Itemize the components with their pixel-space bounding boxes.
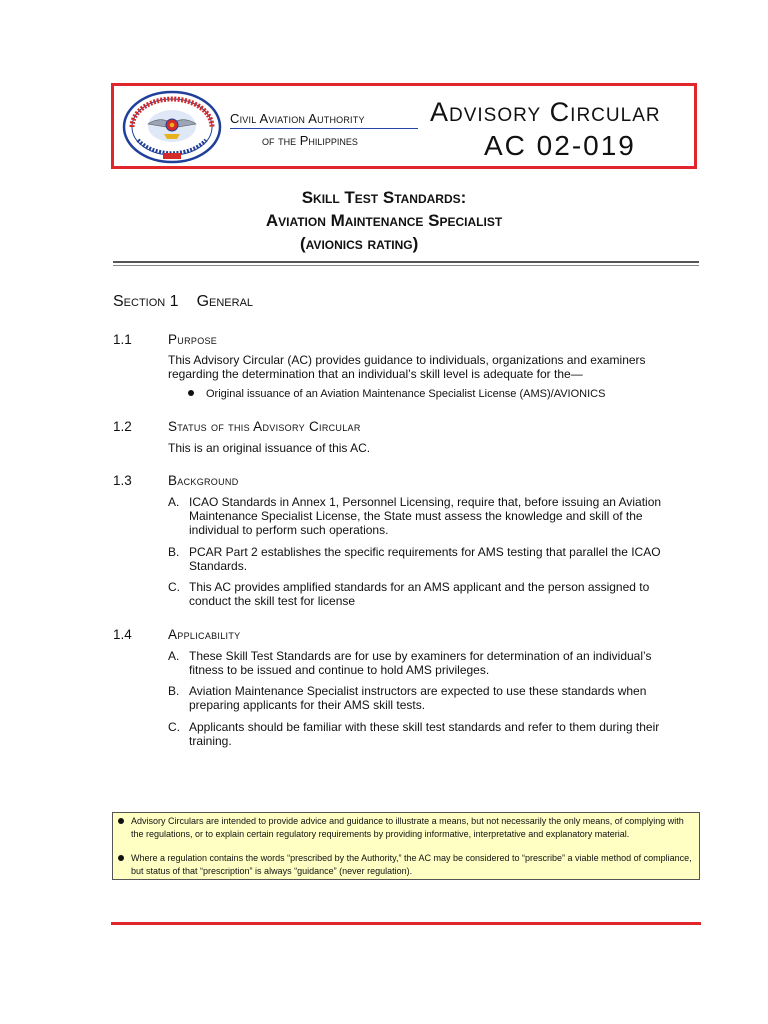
advisory-circular-title: Advisory Circular — [430, 97, 661, 127]
authority-name: Civil Aviation Authority — [230, 111, 365, 126]
authority-country: of the Philippines — [262, 133, 358, 148]
item-text: This AC provides amplified standards for an AMS applicant and the person assigned to conduct the skill test for license — [189, 580, 650, 608]
title-divider — [113, 261, 699, 263]
notice-text: Advisory Circulars are intended to provide advice and guidance to illustrate a means, but not necessarily the only means, of complying with the regulations, or to explain certain regulatory requirements by providing informative, interpretative and explanatory material. — [131, 816, 684, 839]
authority-underline — [230, 128, 418, 129]
advisory-notice-box — [112, 812, 700, 880]
title-divider-thin — [113, 265, 699, 266]
document-title-line-1: Skill Test Standards: — [301, 188, 467, 207]
document-title-line-3: (avionics rating) — [300, 234, 419, 253]
item-text: ICAO Standards in Annex 1, Personnel Licensing, require that, before issuing an Aviation Maintenance Specialist License, the State must assess the knowledge and skill of the individual to perform such operations. — [189, 495, 662, 537]
section-heading — [113, 293, 253, 311]
item-letter: B. — [168, 545, 180, 559]
item-text: Applicants should be familiar with these skill test standards and refer to them during their training. — [189, 720, 660, 748]
notice-item — [117, 815, 692, 840]
purpose-bullet — [188, 388, 605, 400]
purpose-bullet-text: Original issuance of an Aviation Maintenance Specialist License (AMS)/AVIONICS — [206, 388, 606, 400]
background-item-b — [168, 545, 688, 573]
document-title-line-2: Aviation Maintenance Specialist — [265, 211, 503, 230]
caap-seal-logo — [122, 90, 222, 164]
background-item-c — [168, 580, 688, 608]
bullet-icon — [118, 855, 124, 861]
item-text: PCAR Part 2 establishes the specific requirements for AMS testing that parallel the ICAO Standards. — [189, 545, 661, 573]
item-letter: C. — [168, 580, 180, 594]
item-text: Aviation Maintenance Specialist instructors are expected to use these standards when preparing applicants for their AMS skill tests. — [189, 684, 647, 712]
background-item-a — [168, 495, 688, 537]
bullet-icon — [188, 390, 194, 396]
item-letter: B. — [168, 684, 180, 698]
section-label: Section 1 — [113, 293, 179, 310]
subsection-number: 1.2 — [113, 419, 132, 434]
subsection-number: 1.4 — [113, 627, 132, 642]
item-text: These Skill Test Standards are for use by examiners for determination of an individual’s fitness to be issued and continue to hold AMS privileges. — [189, 649, 652, 677]
footer-divider — [111, 922, 701, 925]
subsection-number: 1.1 — [113, 332, 132, 347]
applicability-item-c — [168, 720, 688, 748]
applicability-item-b — [168, 684, 688, 712]
bullet-icon — [118, 818, 124, 824]
subsection-title-applicability: Applicability — [168, 627, 241, 642]
notice-item — [117, 852, 692, 877]
status-body: This is an original issuance of this AC. — [168, 441, 371, 455]
item-letter: C. — [168, 720, 180, 734]
subsection-number: 1.3 — [113, 473, 132, 488]
notice-text: Where a regulation contains the words “prescribed by the Authority,” the AC may be considered to “prescribe” a viable method of compliance, but status of that “prescription” is always “guidance” (never regulation). — [131, 853, 692, 876]
header-box — [111, 83, 697, 169]
advisory-circular-number: AC 02-019 — [484, 130, 636, 161]
subsection-title-background: Background — [168, 473, 239, 488]
purpose-body: This Advisory Circular (AC) provides guidance to individuals, organizations and examiners regarding the determination that an individual’s skill level is adequate for the— — [168, 353, 646, 381]
subsection-title-status: Status of this Advisory Circular — [168, 419, 361, 434]
applicability-item-a — [168, 649, 688, 677]
section-name: General — [196, 293, 254, 310]
item-letter: A. — [168, 495, 180, 509]
subsection-title-purpose: Purpose — [168, 332, 218, 347]
item-letter: A. — [168, 649, 180, 663]
